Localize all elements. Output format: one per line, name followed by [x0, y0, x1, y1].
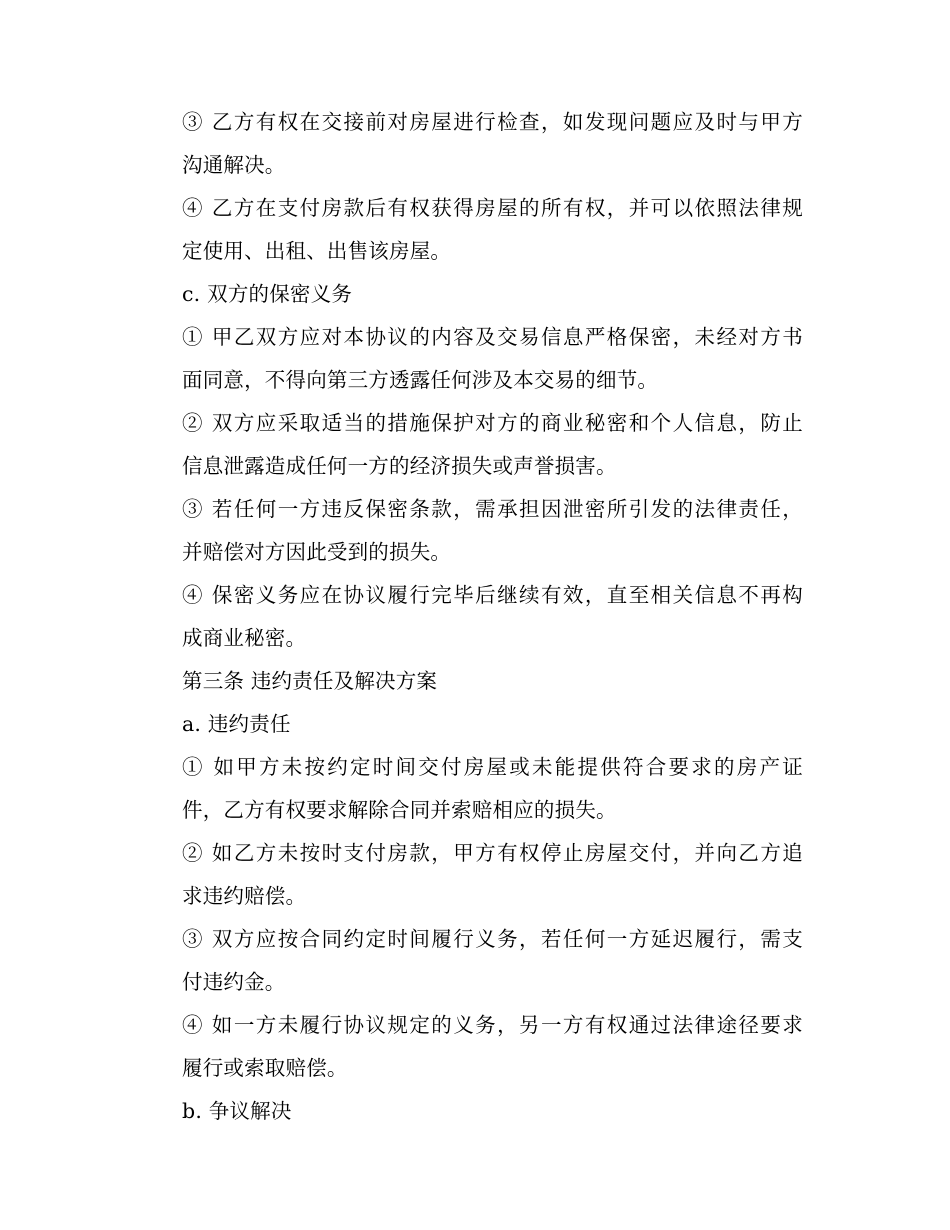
text-line: 并赔偿对方因此受到的损失。	[182, 540, 452, 564]
paragraph-breach-2	[141, 832, 803, 918]
text-line: ④ 保密义务应在协议履行完毕后继续有效，直至相关信息不再构	[182, 583, 803, 607]
paragraph-clause-b4	[141, 187, 803, 273]
text-line: 第三条 违约责任及解决方案	[182, 669, 438, 693]
text-line: 成商业秘密。	[182, 626, 307, 650]
document-body	[141, 101, 803, 1133]
paragraph-confidentiality-4	[141, 574, 803, 660]
text-line: 定使用、出租、出售该房屋。	[182, 239, 452, 263]
text-line: ③ 双方应按合同约定时间履行义务，若任何一方延迟履行，需支	[182, 927, 803, 951]
text-line: 信息泄露造成任何一方的经济损失或声誉损害。	[182, 454, 617, 478]
paragraph-breach-4	[141, 1004, 803, 1090]
text-line: ④ 乙方在支付房款后有权获得房屋的所有权，并可以依照法律规	[182, 196, 803, 220]
text-line: b. 争议解决	[182, 1099, 292, 1123]
text-line: a. 违约责任	[182, 712, 291, 736]
article-heading-3	[141, 660, 803, 703]
paragraph-breach-3	[141, 918, 803, 1004]
text-line: ② 如乙方未按时支付房款，甲方有权停止房屋交付，并向乙方追	[182, 841, 803, 865]
text-line: 面同意，不得向第三方透露任何涉及本交易的细节。	[182, 368, 659, 392]
text-line: ② 双方应采取适当的措施保护对方的商业秘密和个人信息，防止	[182, 411, 803, 435]
text-line: ③ 乙方有权在交接前对房屋进行检查，如发现问题应及时与甲方	[182, 110, 803, 134]
text-line: ① 如甲方未按约定时间交付房屋或未能提供符合要求的房产证	[182, 755, 803, 779]
paragraph-confidentiality-1	[141, 316, 803, 402]
text-line: 付违约金。	[182, 970, 286, 994]
paragraph-clause-b3	[141, 101, 803, 187]
subsection-heading-breach	[141, 703, 803, 746]
paragraph-confidentiality-3	[141, 488, 803, 574]
paragraph-confidentiality-2	[141, 402, 803, 488]
text-line: 沟通解决。	[182, 153, 286, 177]
subsection-heading-confidentiality	[141, 273, 803, 316]
text-line: ③ 若任何一方违反保密条款，需承担因泄密所引发的法律责任，	[182, 497, 803, 521]
text-line: 履行或索取赔偿。	[182, 1056, 348, 1080]
text-line: ① 甲乙双方应对本协议的内容及交易信息严格保密，未经对方书	[182, 325, 803, 349]
text-line: c. 双方的保密义务	[182, 282, 353, 306]
paragraph-breach-1	[141, 746, 803, 832]
subsection-heading-dispute	[141, 1090, 803, 1133]
text-line: 求违约赔偿。	[182, 884, 307, 908]
text-line: ④ 如一方未履行协议规定的义务，另一方有权通过法律途径要求	[182, 1013, 803, 1037]
text-line: 件，乙方有权要求解除合同并索赔相应的损失。	[182, 798, 617, 822]
